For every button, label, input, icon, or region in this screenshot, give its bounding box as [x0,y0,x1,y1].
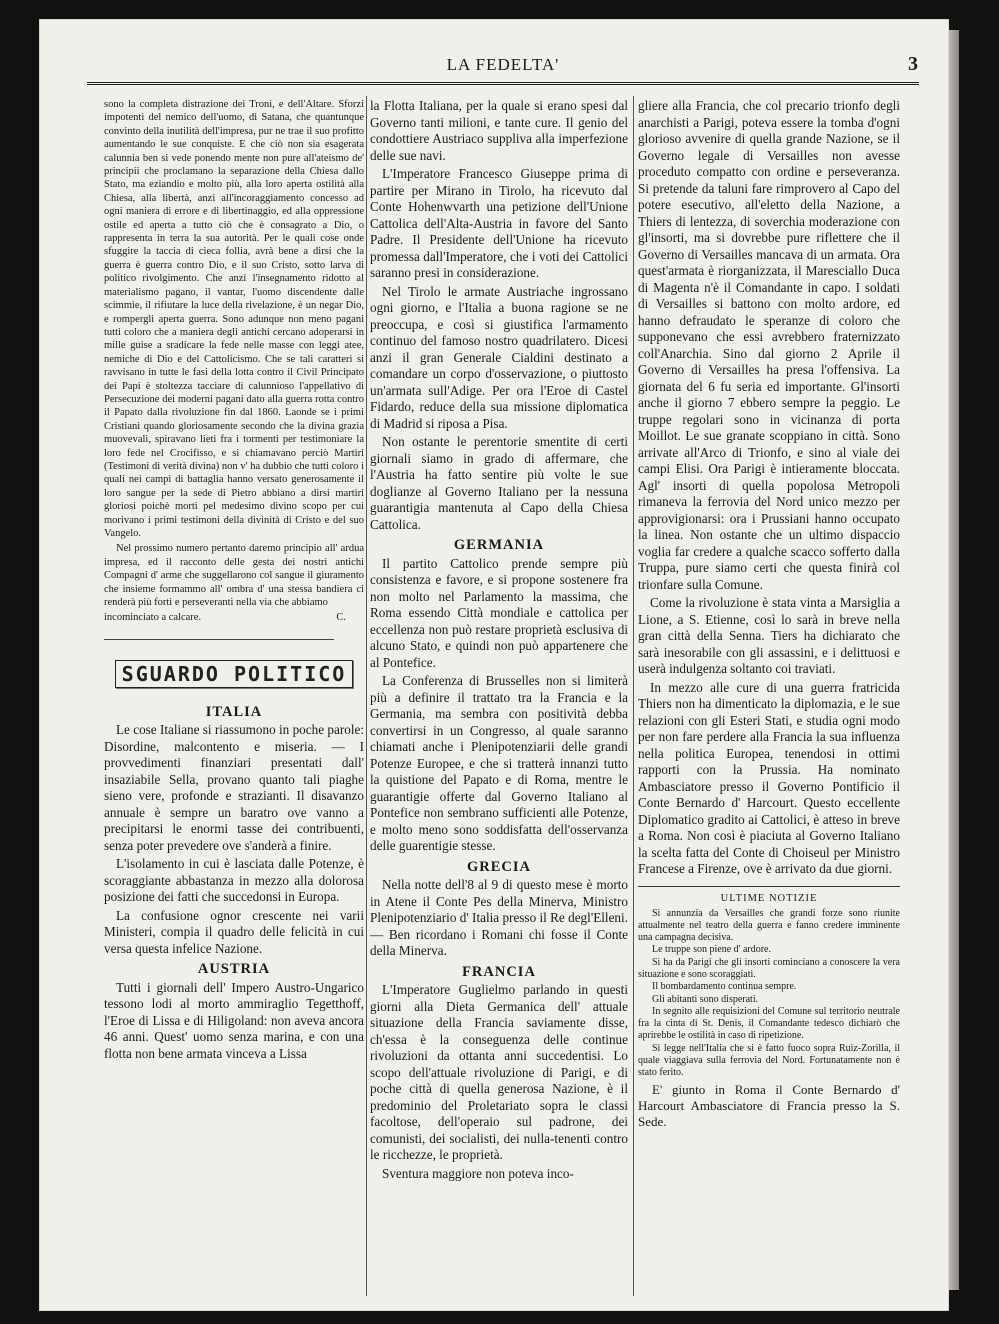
column-2 [370,98,628,1184]
article-paragraph: Le cose Italiane si riassumono in poche parole: Disordine, malcontento e miseria. — I provvedimenti finanziari presentati dall' insaziabile Sella, provano quanto tali piaghe sieno vere, profonde e strazianti. Il disavanzo annuale è sempre un baratro ove vanno a precipitarsi le enormi tasse dei contribuenti, senza poter prevedere ove s'anderà a finire. [104,722,364,853]
article-signature [104,611,364,624]
newspaper-page [40,20,948,1310]
article-paragraph: Nella notte dell'8 al 9 di questo mese è morto in Atene il Conte Pes della Minerva, Ministro Plenipotenziario d' Italia presso il Re degl'Elleni. — Ben ricordano i Romani chi fosse il Conte della Minerva. [370,877,628,958]
article-paragraph: L'isolamento in cui è lasciata dalle Potenze, è scoraggiante abbastanza in mezzo alla dolorosa posizione dei fatti che succedonsi in Europa. [104,856,364,905]
article-paragraph: In mezzo alle cure di una guerra fratricida Thiers non ha dimenticato la diplomazia, e le sue relazioni con gli Esteri Stati, e studia ogni modo per non fare perdere alla Francia la sua influenza nella politica Europea, tenendosi in ottimi rapporti con la Prussia. Ha nominato Ambasciatore presso il Governo Pontificio il Conte Bernardo d' Harcourt. Questo eccellente Diplomatico gradito ai Cattolici, è atteso in breve a Roma. Non così è piaciuta al Governo Italiano la scelta fatta del Conte di Choiseul per Ministro Francese a Firenze, ove è arrivato da due giorni. [638,679,900,876]
news-item: Il bombardamento continua sempre. [652,981,797,993]
column-separator-2 [633,96,634,1296]
column-3 [638,98,900,1130]
news-heading: ULTIME NOTIZIE [720,892,818,904]
header-rule [87,82,919,85]
section-banner: SGUARDO POLITICO [104,662,364,686]
article-paragraph: Nel prossimo numero pertanto daremo principio all' ardua impresa, ed il racconto delle gesta dei nostri antichi Compagni d' arme che suggellarono col sangue il giuramento che insieme formammo all' ombra d' una stessa bandiera ci renderà più forti e perseveranti nella via che abbiamo [104,543,364,609]
article-paragraph: Non ostante le perentorie smentite di certi giornali siamo in grado di affermare, che l'Austria ha fatto sentire più volte le sue doglianze al Governo Italiano per la nessuna guarantigia mantenuta al Capo della Chiesa Cattolica. [370,434,628,532]
news-item: Si ha da Parigi che gli insorti cominciano a conoscere la vera situazione e sono scoraggiati. [638,956,900,980]
page-header [88,53,918,83]
article-paragraph: Come la rivoluzione è stata vinta a Marsiglia a Lione, a S. Etienne, così lo sarà in breve nella gran città della Senna. Tiers ha dichiarato che sarà inesorabile con gli assassini, e i delittuosi e userà indulgenza soltanto coi traviati. [638,595,900,676]
article-paragraph: L'Imperatore Guglielmo parlando in questi giorni alla Dieta Germanica dell' attuale situazione della Francia saviamente disse, ch'essa è la conseguenza delle continue rivoluzioni da ottanta anni succedentisi. Lo scopo dell'attuale rivoluzione di Parigi, e di poche città di quella generosa Nazione, è il predominio del Proletariato sopra le classi facoltose, dell'operaio sul padrone, dei comunisti, dei socialisti, dei nulla-tenenti contro le ricchezze, le proprietà. [370,982,628,1162]
news-item: Gli abitanti sono disperati. [652,993,759,1005]
article-paragraph: Il partito Cattolico prende sempre più consistenza e favore, e si propone sostenere fra non molto nel Parlamento la massima, che Roma essendo Città mondiale e cattolica per eccellenza non può restare proprietà esclusiva di alcuno Stato, e quindi non può appartenere che al Pontefice. [370,555,628,670]
section-heading-austria: AUSTRIA [197,961,271,978]
article-paragraph: la Flotta Italiana, per la quale si erano spesi dal Governo tanti milioni, e tante cure. Il genio del condottiere Austriaco suppliva alla imperfezione delle sue navi. [370,98,628,163]
section-heading-germania: GERMANIA [453,537,545,553]
article-paragraph: Tutti i giornali dell' Impero Austro-Ungarico tessono lodi al morto ammiraglio Tegetthoff, l'Eroe di Lissa e di Hiligoland: non aveva ancora 46 anni. Quest' uomo senza marina, e con una flotta non bene armata vinceva a Lissa [104,979,364,1061]
section-divider [104,639,334,640]
article-paragraph: Sventura maggiore non poteva inco- [382,1165,574,1181]
article-paragraph: La confusione ognor crescente nei varii Ministeri, compia il quadro delle felicità in cui versa questa infelice Nazione. [104,907,364,956]
article-paragraph: L'Imperatore Francesco Giuseppe prima di partire per Mirano in Tirolo, ha ricevuto dal Conte Hohenwvarth una petizione dell'Unione Cattolica dell'Alta-Austria in favore del Santo Padre. Il Presidente dell'Unione ha ricevuto promessa dall'Imperatore, che i voti dei Cattolici saranno presi in considerazione. [370,166,628,280]
article-paragraph: Nel Tirolo le armate Austriache ingrossano ogni giorno, e l'Italia a buona ragione se ne preoccupa, e così si giustifica l'armamento continuo del famoso nostro quadrilatero. Dicesi anzi il gran Generale Cialdini destinato a comandare un corpo d'osservazione, o piuttosto un'armata sull'Adige. Per ora l'Eroe di Castel Fidardo, reduce della sua missione diplomatica di Madrid si riposa a Pisa. [370,283,628,431]
article-paragraph: gliere alla Francia, che col precario trionfo degli anarchisti a Parigi, poteva essere la tomba d'ogni glorioso avvenire di quella grande Nazione, se il Governo legale di Versailles non avesse proceduto compatto con ordine e perseveranza. Si pretende da taluni fare rimprovero al Capo del potere esecutivo, all'eletto della Nazione, a Thiers di lentezza, di soverchia moderazione con gl'insorti, ma si dovrebbe pure riflettere che il Governo di Versailles mancava di un armata. Ora quest'armata è riorganizzata, il Maresciallo Duca di Magenta n'è il Comandante in capo. I soldati di Versailles si battono con molto ardore, ed hanno defraudato le speranze di coloro che supponevano che essi avrebbero fraternizzato coll'Anarchia. Sino dal giorno 2 Aprile il Governo di Versailles ha presa l'offensiva. La giornata del 6 fu seria ed importante. Gl'insorti anche il giorno 7 ebbero sempre la peggio. Le truppe regolari sono in vicinanza di porta Moillot. Le sue granate scoppiano in città. Sono arrivate all'Arco di Trionfo, e sino al viale dei campi Elisi. Ora Parigi è intieramente bloccata. Agl' insorti di quella popolosa Metropoli rimaneva la ferrovia del Nord unico mezzo per approvigionarsi: ora i Prussiani hanno occupato la linea. Non ostante che un ultimo dispaccio voglia far credere a qualche scacco sofferto dalla Truppa, pure siamo certi che questa finirà col trionfare sulla Comune. [638,98,900,592]
section-heading-francia: FRANCIA [462,963,536,980]
page-number: 3 [908,53,918,75]
latest-news [638,893,900,1130]
signature-text: incominciato a calcare. [104,612,202,624]
article-paragraph: La Conferenza di Brusselles non si limiterà più a definire il trattato tra la Francia e la Germania, ma sembra con positività debba convertirsi in un Congresso, al quale saranno chiamati anche i Plenipotenziarii delle grandi Potenze Europee, e che si tratterà innanzi tutto la quistione del Papato e di Roma, mentre le guarantigie offerte dal Governo Italiano al Pontefice non sembrano sufficienti alle Potenze, e molto meno sono soddisfatta dell'osservanza delle guarentigie stesse. [370,673,628,853]
news-item: Le truppe son piene d' ardore. [652,944,771,956]
section-heading-grecia: GRECIA [466,858,531,875]
news-item: Si legge nell'Italia che si è fatto fuoco sopra Ruiz-Zorilla, il quale viaggiava sulla ferrovia del Nord. Fortunatamente non è stato ferito. [638,1042,900,1079]
article-paragraph: sono la completa distrazione dei Troni, e dell'Altare. Sforzi impotenti del nemico dell'uomo, di Satana, che quantunque convinto della inutilità dell'impresa, pur ne trae il suo profitto aumentando le sue conquiste. E che ciò non sia esagerata calunnia ben si vede ponendo mente non pure all'ateismo de' principii che proclamano la separazione della Chiesa dallo Stato, ma eziandio e molto più, alla loro aperta ostilità alla Chiesa, alla libertà, anzi all'incoraggiamento concesso ad ogni maniera di errore e di libertinaggio, ed alla oppressione ostile ed aperta a tutto ciò che è consagrato a Dio, o rappresenta in terra la sua autorità. Per le quali cose onde sfuggire la taccia di cieca follia, avrà bene a dirsi che la guerra è guerra contro Dio, e il suo Cristo, sotto larva di politico rivolgimento. Che anzi l'insegnamento ridotto al materialismo pagano, il vantar, l'uomo discendente dalle scimmie, il rifiutare la luce della rivelazione, è un negar Dio, e rompergli aperta guerra. Sono adunque non meno pagani tutti coloro che a maniera degli antichi cercano adoperarsi in mille guise a sradicare la fede nelle masse con leggi atee, nemiche di Dio e del Cattolicismo. Che se tali caratteri si ravvisano in tutte le fasi della lotta contro il Civil Principato dei Papi è stoltezza tacciare di calunnioso l'appellativo di Persecuzione dei moderni pagani dato alla guerra rotta contro il Papato dalla rivoluzione fin dal 1860. Laonde se i primi Cristiani quando gloriosamente secondo che la divina grazia muovevali, spiravano lieti fra i tormenti per testimoniare la loro fede nel Crocifisso, e si chiamavano perciò Martiri (Testimoni di verità divina) non v' ha dubbio che tutti coloro i quali nei campi di battaglia hanno versato generosamente il loro sangue per la sede di Pietro abbiano a dirsi martiri gloriosi poichè morti pel medesimo divino scopo per cui morivano i primi testimoni della divinità di Cristo e del suo Vangelo. [104,99,364,539]
signature-initial: C. [336,612,346,624]
column-separator-1 [366,96,367,1296]
column-1 [104,98,364,1064]
newspaper-title: LA FEDELTA' [446,55,560,74]
news-item: In segnito alle requisizioni del Comune sul territorio neutrale fra la cinta di St. Denis, il Comandante tedesco dichiarò che aprirebbe le ostilità in caso di ripetizione. [638,1005,900,1042]
news-item: E' giunto in Roma il Conte Bernardo d' Harcourt Ambasciatore di Francia presso la S. Sede. [638,1081,900,1129]
news-divider [638,886,900,887]
section-heading-italia: ITALIA [205,703,263,720]
news-item: Si annunzia da Versailles che grandi forze sono riunite attualmente nel teatro della guerra e fanno credere imminente una campagna decisiva. [638,907,900,944]
